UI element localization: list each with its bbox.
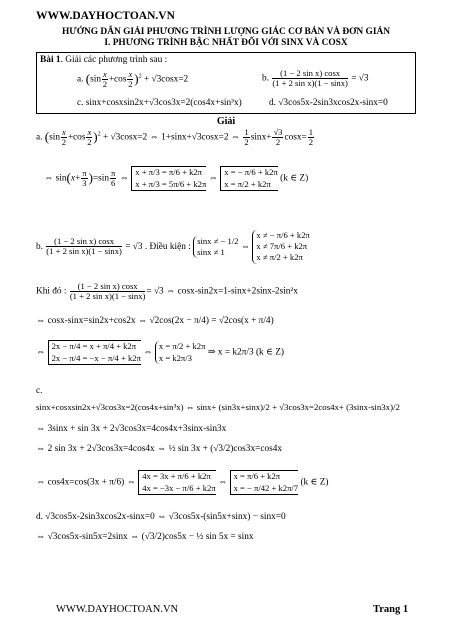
solution-b-line4: ⇔ 2x − π/4 = x + π/4 + k2π 2x − π/4 = −x − π/4 + k2π ⇔ x = π/2 + k2π x = k2π/3 ⇒ x = k2π/3 (k ∈ Z) [36,340,284,365]
solution-b-condition: sinx ≠ − 1/2 sinx ≠ 1 [193,236,238,258]
exercise-b: b. $\frac{\text{(1 − 2 sin x) cosx}}{\text{(1 + 2 sin x)(1 − sinx)}}$ = √3 [262,68,369,89]
exercise-d: d. √3cos5x-2sin3xcos2x-sinx=0 [269,98,388,108]
solution-b-line1: b. $\frac{\text{(1 − 2 sin x) cosx}}{\text{(1 + 2 sin x)(1 − sinx)}}$ = √3 . Điều kiện : sinx ≠ − 1/2 sinx ≠ 1 ⇔ x ≠ − π/6 + k2π x ≠ 7π/6 + k2π x ≠ π/2 + k2π [36,230,310,263]
solution-b-line3: ⇔ cosx-sinx=sin2x+cos2x ⇔ √2cos(2x − π/4) = √2cos(x + π/4) [36,316,274,326]
exercise-a: a. (sin $\frac{x}{2}$ +cos $\frac{x}{2}$ )$^2$ + √3cosx=2 [77,69,189,90]
solution-c-system2: x = π/6 + k2π x = − π/42 + k2π/7 [230,470,299,495]
header-site: WWW.DAYHOCTOAN.VN [36,10,175,22]
solution-a-system2: x = − π/6 + k2π x = π/2 + k2π [220,166,278,191]
solution-b-condition-solutions: x ≠ − π/6 + k2π x ≠ 7π/6 + k2π x ≠ π/2 + k2π [252,230,309,264]
exercise-c: c. sinx+cosxsin2x+√3cos3x=2(cos4x+sin³x) [77,98,242,108]
exercise-heading: Bài 1. Giải các phương trình sau : [40,55,168,65]
solution-c-line2: ⇔ 3sinx + sin 3x + 2√3cos3x=4cos4x+3sinx-sin3x [36,424,227,434]
exercise-box [36,52,416,114]
solution-b-system2: x = π/2 + k2π x = k2π/3 [155,341,206,363]
solution-a-line1: a. (sin $\frac{x}{2}$ +cos $\frac{x}{2}$ )$^2$ + √3cosx=2 ⇔ 1+sinx+√3cosx=2 ⇔ $\frac{1}{2}$ sinx+ $\frac{√3}{2}$ cosx= $\frac{1}{2}$ [36,127,314,148]
solution-b-system: 2x − π/4 = x + π/4 + k2π 2x − π/4 = −x − π/4 + k2π [48,340,141,365]
solution-c-line1: sinx+cosxsin2x+√3cos3x=2(cos4x+sin³x) ⇔ sinx+ (sin3x+sinx)/2 + √3cos3x=2cos4x+ (3sinx-sin3x)/2 [36,402,400,412]
solution-c-line3: ⇔ 2 sin 3x + 2√3cos3x=4cos4x ⇔ ½ sin 3x + (√3/2)cos3x=cos4x [36,444,283,454]
solution-c-line4: ⇔ cos4x=cos(3x + π/6) ⇔ 4x = 3x + π/6 + k2π 4x = −3x − π/6 + k2π ⇔ x = π/6 + k2π x = − π/42 + k2π/7 (k ∈ Z) [36,470,329,495]
footer-site: WWW.DAYHOCTOAN.VN [56,604,179,615]
solution-c-system: 4x = 3x + π/6 + k2π 4x = −3x − π/6 + k2π [138,470,215,495]
section-title: I. PHƯƠNG TRÌNH BẬC NHẤT ĐỐI VỚI SINX VÀ COSX [104,38,348,48]
page-number: Trang 1 [373,604,409,615]
solution-d-line1: d. √3cos5x-2sin3xcos2x-sinx=0 ⇔ √3cos5x-(sin5x+sinx) − sinx=0 [36,512,286,522]
document-title: HƯỚNG DẪN GIẢI PHƯƠNG TRÌNH LƯỢNG GIÁC CƠ BẢN VÀ ĐƠN GIẢN [61,27,391,37]
solution-b-line2: Khi đó : $\frac{\text{(1 − 2 sin x) cosx}}{\text{(1 + 2 sin x)(1 − sinx)}}$ = √3 ⇔ cosx-sin2x=1-sinx+2sinx-2sin²x [36,281,298,302]
solution-a-system: x + π/3 = π/6 + k2π x + π/3 = 5π/6 + k2π [131,166,206,191]
solution-heading: Giải [216,116,236,127]
solution-c-label: c. [36,386,43,396]
solution-a-line2: ⇔ sin(x+ $\frac{\pi}{3}$ )=sin $\frac{\pi}{6}$ ⇔ x + π/3 = π/6 + k2π x + π/3 = 5π/6 + k2π ⇔ x = − π/6 + k2π x = π/2 + k2π (k ∈ Z) [44,166,308,191]
solution-d-line2: ⇔ √3cos5x-sin5x=2sinx ⇔ (√3/2)cos5x − ½ sin 5x = sinx [36,532,254,542]
